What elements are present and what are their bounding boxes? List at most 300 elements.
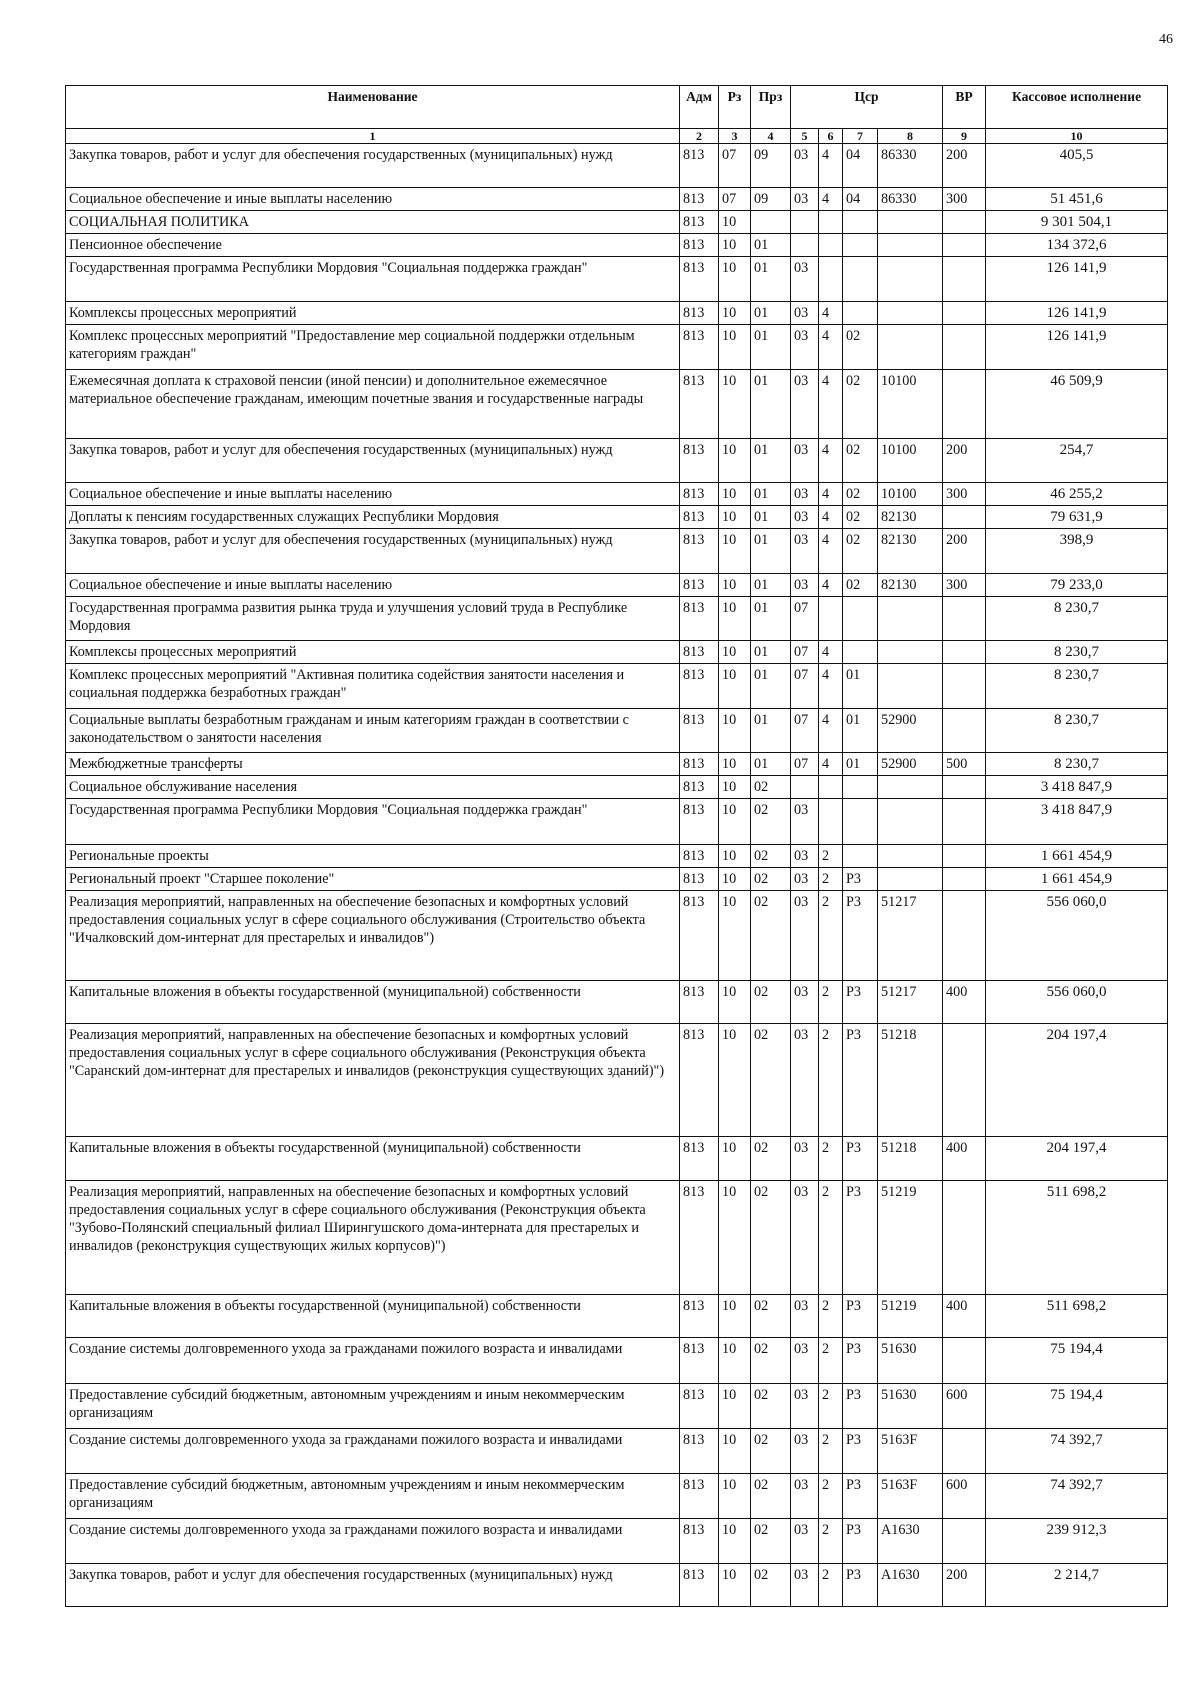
row-amount: 1 661 454,9: [986, 845, 1168, 868]
row-prz: 02: [751, 868, 791, 891]
row-csr-direction: A1630: [878, 1519, 943, 1564]
row-csr-subprogram: P3: [843, 1338, 878, 1384]
row-csr-type: 4: [819, 709, 843, 753]
row-name: Комплексы процессных мероприятий: [66, 641, 680, 664]
row-rz: 10: [719, 845, 751, 868]
row-rz: 10: [719, 1384, 751, 1429]
row-adm: 813: [680, 1338, 719, 1384]
row-rz: 10: [719, 439, 751, 483]
row-csr-type: [819, 257, 843, 302]
row-csr-type: 4: [819, 439, 843, 483]
table-row: [66, 1519, 1168, 1564]
table-row: [66, 506, 1168, 529]
table-row: [66, 597, 1168, 641]
row-csr-type: 4: [819, 325, 843, 370]
table-row: [66, 325, 1168, 370]
column-number: 2: [680, 129, 719, 144]
row-rz: 10: [719, 776, 751, 799]
row-prz: 01: [751, 709, 791, 753]
row-vr: [943, 234, 986, 257]
header-prz: Прз: [751, 86, 791, 129]
row-amount: 3 418 847,9: [986, 799, 1168, 845]
row-csr-subprogram: [843, 776, 878, 799]
column-number: 3: [719, 129, 751, 144]
row-csr-direction: 51630: [878, 1338, 943, 1384]
row-adm: 813: [680, 776, 719, 799]
row-prz: 01: [751, 439, 791, 483]
row-csr-type: 2: [819, 1024, 843, 1137]
row-amount: 126 141,9: [986, 257, 1168, 302]
row-csr-type: 4: [819, 641, 843, 664]
row-name: Предоставление субсидий бюджетным, автономным учреждениям и иным некоммерческим организациям: [66, 1384, 680, 1429]
row-csr-direction: [878, 776, 943, 799]
row-csr-type: [819, 597, 843, 641]
table-row: [66, 574, 1168, 597]
row-vr: [943, 1338, 986, 1384]
row-vr: [943, 211, 986, 234]
row-csr-direction: A1630: [878, 1564, 943, 1607]
row-adm: 813: [680, 1429, 719, 1474]
row-csr-type: 2: [819, 1295, 843, 1338]
row-csr-type: [819, 211, 843, 234]
row-csr-program: 03: [791, 188, 819, 211]
row-name: Создание системы долговременного ухода за гражданами пожилого возраста и инвалидами: [66, 1519, 680, 1564]
row-csr-program: 03: [791, 1384, 819, 1429]
row-prz: 02: [751, 891, 791, 981]
row-csr-direction: 82130: [878, 574, 943, 597]
row-prz: 02: [751, 799, 791, 845]
row-adm: 813: [680, 325, 719, 370]
row-prz: 01: [751, 574, 791, 597]
row-adm: 813: [680, 1137, 719, 1181]
table-row: [66, 891, 1168, 981]
row-vr: 300: [943, 574, 986, 597]
row-csr-type: 2: [819, 891, 843, 981]
row-prz: 02: [751, 1474, 791, 1519]
row-adm: 813: [680, 709, 719, 753]
row-csr-subprogram: [843, 234, 878, 257]
table-row: [66, 868, 1168, 891]
row-name: Межбюджетные трансферты: [66, 753, 680, 776]
header-rz: Рз: [719, 86, 751, 129]
row-csr-type: 2: [819, 1181, 843, 1295]
row-csr-program: 07: [791, 641, 819, 664]
row-amount: 204 197,4: [986, 1137, 1168, 1181]
row-rz: 10: [719, 1137, 751, 1181]
row-prz: 01: [751, 234, 791, 257]
row-vr: [943, 597, 986, 641]
row-adm: 813: [680, 574, 719, 597]
row-amount: 79 631,9: [986, 506, 1168, 529]
row-rz: 07: [719, 144, 751, 188]
row-rz: 10: [719, 1181, 751, 1295]
row-csr-program: 07: [791, 597, 819, 641]
row-prz: 02: [751, 1429, 791, 1474]
header-adm: Адм: [680, 86, 719, 129]
row-name: Закупка товаров, работ и услуг для обеспечения государственных (муниципальных) нужд: [66, 1564, 680, 1607]
row-prz: 01: [751, 506, 791, 529]
row-csr-program: 03: [791, 1295, 819, 1338]
row-rz: 10: [719, 1474, 751, 1519]
row-csr-direction: 51217: [878, 891, 943, 981]
row-csr-direction: 86330: [878, 188, 943, 211]
row-name: Доплаты к пенсиям государственных служащих Республики Мордовия: [66, 506, 680, 529]
row-vr: [943, 506, 986, 529]
row-csr-direction: [878, 325, 943, 370]
row-amount: 134 372,6: [986, 234, 1168, 257]
row-rz: 10: [719, 799, 751, 845]
row-vr: [943, 302, 986, 325]
row-csr-program: 03: [791, 1181, 819, 1295]
row-name: Ежемесячная доплата к страховой пенсии (иной пенсии) и дополнительное ежемесячное материальное обеспечение гражданам, имеющим почетные звания и государственные награды: [66, 370, 680, 439]
row-csr-direction: [878, 868, 943, 891]
row-amount: 405,5: [986, 144, 1168, 188]
row-csr-type: 2: [819, 1519, 843, 1564]
row-csr-type: 4: [819, 529, 843, 574]
row-csr-type: [819, 799, 843, 845]
row-adm: 813: [680, 188, 719, 211]
row-rz: 10: [719, 483, 751, 506]
row-name: Государственная программа развития рынка труда и улучшения условий труда в Республике Мордовия: [66, 597, 680, 641]
column-number: 10: [986, 129, 1168, 144]
row-rz: 10: [719, 753, 751, 776]
row-vr: [943, 776, 986, 799]
row-csr-direction: 10100: [878, 370, 943, 439]
row-csr-subprogram: 02: [843, 483, 878, 506]
row-adm: 813: [680, 753, 719, 776]
row-adm: 813: [680, 529, 719, 574]
row-rz: 10: [719, 529, 751, 574]
row-name: Закупка товаров, работ и услуг для обеспечения государственных (муниципальных) нужд: [66, 439, 680, 483]
row-rz: 10: [719, 891, 751, 981]
row-prz: 09: [751, 144, 791, 188]
row-csr-subprogram: 01: [843, 664, 878, 709]
row-csr-type: 2: [819, 845, 843, 868]
row-prz: 01: [751, 257, 791, 302]
row-name: Социальные выплаты безработным гражданам и иным категориям граждан в соответствии с законодательством о занятости населения: [66, 709, 680, 753]
row-csr-program: 03: [791, 1564, 819, 1607]
row-csr-direction: [878, 664, 943, 709]
row-csr-subprogram: [843, 641, 878, 664]
row-adm: 813: [680, 597, 719, 641]
row-csr-program: 03: [791, 302, 819, 325]
row-prz: 02: [751, 776, 791, 799]
row-csr-type: 4: [819, 506, 843, 529]
row-vr: [943, 370, 986, 439]
table-body: [66, 144, 1168, 1607]
table-row: [66, 257, 1168, 302]
table-row: [66, 776, 1168, 799]
row-csr-direction: [878, 234, 943, 257]
row-amount: 1 661 454,9: [986, 868, 1168, 891]
row-adm: 813: [680, 370, 719, 439]
row-prz: 09: [751, 188, 791, 211]
table-row: [66, 302, 1168, 325]
row-vr: [943, 257, 986, 302]
column-number: 9: [943, 129, 986, 144]
row-csr-direction: 51219: [878, 1181, 943, 1295]
row-vr: [943, 891, 986, 981]
row-csr-program: 03: [791, 506, 819, 529]
row-csr-subprogram: 01: [843, 753, 878, 776]
table-row: [66, 211, 1168, 234]
row-csr-program: [791, 234, 819, 257]
row-amount: 9 301 504,1: [986, 211, 1168, 234]
row-amount: 8 230,7: [986, 709, 1168, 753]
row-rz: 10: [719, 597, 751, 641]
row-vr: [943, 641, 986, 664]
row-csr-program: 03: [791, 483, 819, 506]
row-amount: 239 912,3: [986, 1519, 1168, 1564]
row-csr-program: 03: [791, 1429, 819, 1474]
row-csr-program: 03: [791, 144, 819, 188]
row-csr-subprogram: 02: [843, 574, 878, 597]
row-amount: 8 230,7: [986, 664, 1168, 709]
row-csr-subprogram: P3: [843, 1137, 878, 1181]
row-csr-program: 03: [791, 1474, 819, 1519]
row-csr-type: 4: [819, 370, 843, 439]
header-name: Наименование: [66, 86, 680, 129]
row-csr-type: 2: [819, 981, 843, 1024]
row-name: Капитальные вложения в объекты государственной (муниципальной) собственности: [66, 1137, 680, 1181]
row-vr: 200: [943, 1564, 986, 1607]
row-rz: 10: [719, 664, 751, 709]
row-rz: 10: [719, 1295, 751, 1338]
row-csr-direction: 86330: [878, 144, 943, 188]
row-csr-program: 03: [791, 370, 819, 439]
table-row: [66, 799, 1168, 845]
row-vr: [943, 1519, 986, 1564]
table-row: [66, 370, 1168, 439]
row-adm: 813: [680, 257, 719, 302]
row-rz: 10: [719, 234, 751, 257]
row-name: Социальное обеспечение и иные выплаты населению: [66, 483, 680, 506]
row-rz: 10: [719, 868, 751, 891]
row-amount: 75 194,4: [986, 1338, 1168, 1384]
row-csr-type: 2: [819, 1137, 843, 1181]
row-amount: 74 392,7: [986, 1429, 1168, 1474]
row-csr-program: 03: [791, 574, 819, 597]
row-amount: 3 418 847,9: [986, 776, 1168, 799]
row-csr-type: 2: [819, 1384, 843, 1429]
row-name: Капитальные вложения в объекты государственной (муниципальной) собственности: [66, 981, 680, 1024]
row-csr-subprogram: P3: [843, 981, 878, 1024]
row-amount: 511 698,2: [986, 1181, 1168, 1295]
table-row: [66, 1429, 1168, 1474]
row-name: Закупка товаров, работ и услуг для обеспечения государственных (муниципальных) нужд: [66, 529, 680, 574]
row-adm: 813: [680, 506, 719, 529]
row-prz: 01: [751, 483, 791, 506]
row-name: Реализация мероприятий, направленных на обеспечение безопасных и комфортных условий предоставления социальных услуг в сфере социального обслуживания (Реконструкция объекта "Зубово-Полянский специальный филиал Ширингушского дома-интерната для престарелых и инвалидов (реконструкция существующих жилых корпусов)"): [66, 1181, 680, 1295]
column-number: 6: [819, 129, 843, 144]
row-csr-direction: 82130: [878, 506, 943, 529]
row-csr-program: 07: [791, 664, 819, 709]
row-amount: 75 194,4: [986, 1384, 1168, 1429]
row-csr-direction: 10100: [878, 483, 943, 506]
row-vr: 400: [943, 1137, 986, 1181]
row-csr-subprogram: P3: [843, 1474, 878, 1519]
row-csr-program: 03: [791, 1338, 819, 1384]
table-row: [66, 1384, 1168, 1429]
row-csr-subprogram: [843, 257, 878, 302]
row-amount: 2 214,7: [986, 1564, 1168, 1607]
row-name: Создание системы долговременного ухода за гражданами пожилого возраста и инвалидами: [66, 1429, 680, 1474]
row-amount: 556 060,0: [986, 981, 1168, 1024]
row-name: СОЦИАЛЬНАЯ ПОЛИТИКА: [66, 211, 680, 234]
row-adm: 813: [680, 302, 719, 325]
row-rz: 10: [719, 1024, 751, 1137]
row-rz: 10: [719, 370, 751, 439]
row-adm: 813: [680, 1024, 719, 1137]
row-adm: 813: [680, 439, 719, 483]
row-adm: 813: [680, 1295, 719, 1338]
row-vr: [943, 845, 986, 868]
row-csr-program: 03: [791, 529, 819, 574]
table-row: [66, 845, 1168, 868]
row-prz: 01: [751, 641, 791, 664]
table-row: [66, 234, 1168, 257]
row-csr-program: 07: [791, 753, 819, 776]
row-prz: 02: [751, 1519, 791, 1564]
row-csr-program: 03: [791, 1137, 819, 1181]
table-row: [66, 439, 1168, 483]
row-rz: 10: [719, 641, 751, 664]
row-csr-direction: 52900: [878, 753, 943, 776]
row-amount: 8 230,7: [986, 641, 1168, 664]
table-row: [66, 1181, 1168, 1295]
row-adm: 813: [680, 799, 719, 845]
row-vr: [943, 1181, 986, 1295]
row-rz: 10: [719, 981, 751, 1024]
row-vr: [943, 664, 986, 709]
column-number: 7: [843, 129, 878, 144]
row-adm: 813: [680, 845, 719, 868]
row-csr-direction: 82130: [878, 529, 943, 574]
row-csr-direction: 5163F: [878, 1429, 943, 1474]
row-rz: 10: [719, 325, 751, 370]
table-row: [66, 1295, 1168, 1338]
row-csr-program: 03: [791, 325, 819, 370]
row-vr: [943, 799, 986, 845]
row-csr-program: 03: [791, 1519, 819, 1564]
row-adm: 813: [680, 211, 719, 234]
row-csr-direction: [878, 597, 943, 641]
row-name: Социальное обеспечение и иные выплаты населению: [66, 574, 680, 597]
row-prz: [751, 211, 791, 234]
table-row: [66, 709, 1168, 753]
table-row: [66, 1474, 1168, 1519]
row-csr-type: [819, 234, 843, 257]
table-row: [66, 1564, 1168, 1607]
row-amount: 511 698,2: [986, 1295, 1168, 1338]
table-row: [66, 1338, 1168, 1384]
row-vr: 500: [943, 753, 986, 776]
row-name: Закупка товаров, работ и услуг для обеспечения государственных (муниципальных) нужд: [66, 144, 680, 188]
row-csr-type: 4: [819, 483, 843, 506]
row-csr-type: 4: [819, 302, 843, 325]
row-rz: 07: [719, 188, 751, 211]
row-vr: 200: [943, 529, 986, 574]
row-adm: 813: [680, 1519, 719, 1564]
row-csr-direction: [878, 211, 943, 234]
row-prz: 02: [751, 1338, 791, 1384]
row-csr-subprogram: [843, 302, 878, 325]
row-prz: 01: [751, 302, 791, 325]
row-amount: 8 230,7: [986, 597, 1168, 641]
row-name: Комплекс процессных мероприятий "Активная политика содействия занятости населения и социальная поддержка безработных граждан": [66, 664, 680, 709]
row-csr-direction: 51218: [878, 1024, 943, 1137]
row-csr-direction: 51630: [878, 1384, 943, 1429]
row-rz: 10: [719, 574, 751, 597]
row-name: Комплекс процессных мероприятий "Предоставление мер социальной поддержки отдельным категориям граждан": [66, 325, 680, 370]
row-prz: 01: [751, 370, 791, 439]
row-csr-program: [791, 776, 819, 799]
row-csr-type: 2: [819, 1429, 843, 1474]
row-csr-subprogram: 01: [843, 709, 878, 753]
row-csr-type: 2: [819, 1338, 843, 1384]
row-prz: 02: [751, 981, 791, 1024]
row-adm: 813: [680, 1181, 719, 1295]
row-rz: 10: [719, 211, 751, 234]
row-rz: 10: [719, 1338, 751, 1384]
header-amount: Кассовое исполнение: [986, 86, 1168, 129]
row-rz: 10: [719, 1564, 751, 1607]
row-csr-subprogram: P3: [843, 1384, 878, 1429]
row-csr-direction: [878, 257, 943, 302]
row-csr-subprogram: 04: [843, 188, 878, 211]
row-adm: 813: [680, 1474, 719, 1519]
column-number: 5: [791, 129, 819, 144]
row-csr-type: 2: [819, 1474, 843, 1519]
row-csr-direction: 52900: [878, 709, 943, 753]
row-csr-program: 07: [791, 709, 819, 753]
row-prz: 02: [751, 1181, 791, 1295]
row-adm: 813: [680, 1564, 719, 1607]
table-row: [66, 753, 1168, 776]
row-csr-program: 03: [791, 799, 819, 845]
row-vr: [943, 1024, 986, 1137]
table-header: [66, 86, 1168, 144]
row-amount: 74 392,7: [986, 1474, 1168, 1519]
page-number: 46: [1159, 32, 1173, 47]
row-name: Капитальные вложения в объекты государственной (муниципальной) собственности: [66, 1295, 680, 1338]
row-prz: 01: [751, 664, 791, 709]
row-vr: [943, 868, 986, 891]
row-name: Пенсионное обеспечение: [66, 234, 680, 257]
row-csr-direction: [878, 845, 943, 868]
row-vr: 200: [943, 144, 986, 188]
row-csr-subprogram: [843, 799, 878, 845]
row-csr-subprogram: [843, 845, 878, 868]
row-adm: 813: [680, 868, 719, 891]
row-csr-direction: 5163F: [878, 1474, 943, 1519]
row-amount: 398,9: [986, 529, 1168, 574]
row-rz: 10: [719, 1519, 751, 1564]
row-rz: 10: [719, 1429, 751, 1474]
row-csr-program: 03: [791, 1024, 819, 1137]
row-amount: 51 451,6: [986, 188, 1168, 211]
header-vr: ВР: [943, 86, 986, 129]
table-row: [66, 1024, 1168, 1137]
table-row: [66, 144, 1168, 188]
row-vr: 400: [943, 981, 986, 1024]
row-adm: 813: [680, 664, 719, 709]
row-vr: [943, 1429, 986, 1474]
row-prz: 02: [751, 1295, 791, 1338]
row-csr-direction: 51219: [878, 1295, 943, 1338]
table-row: [66, 529, 1168, 574]
row-csr-subprogram: P3: [843, 1519, 878, 1564]
